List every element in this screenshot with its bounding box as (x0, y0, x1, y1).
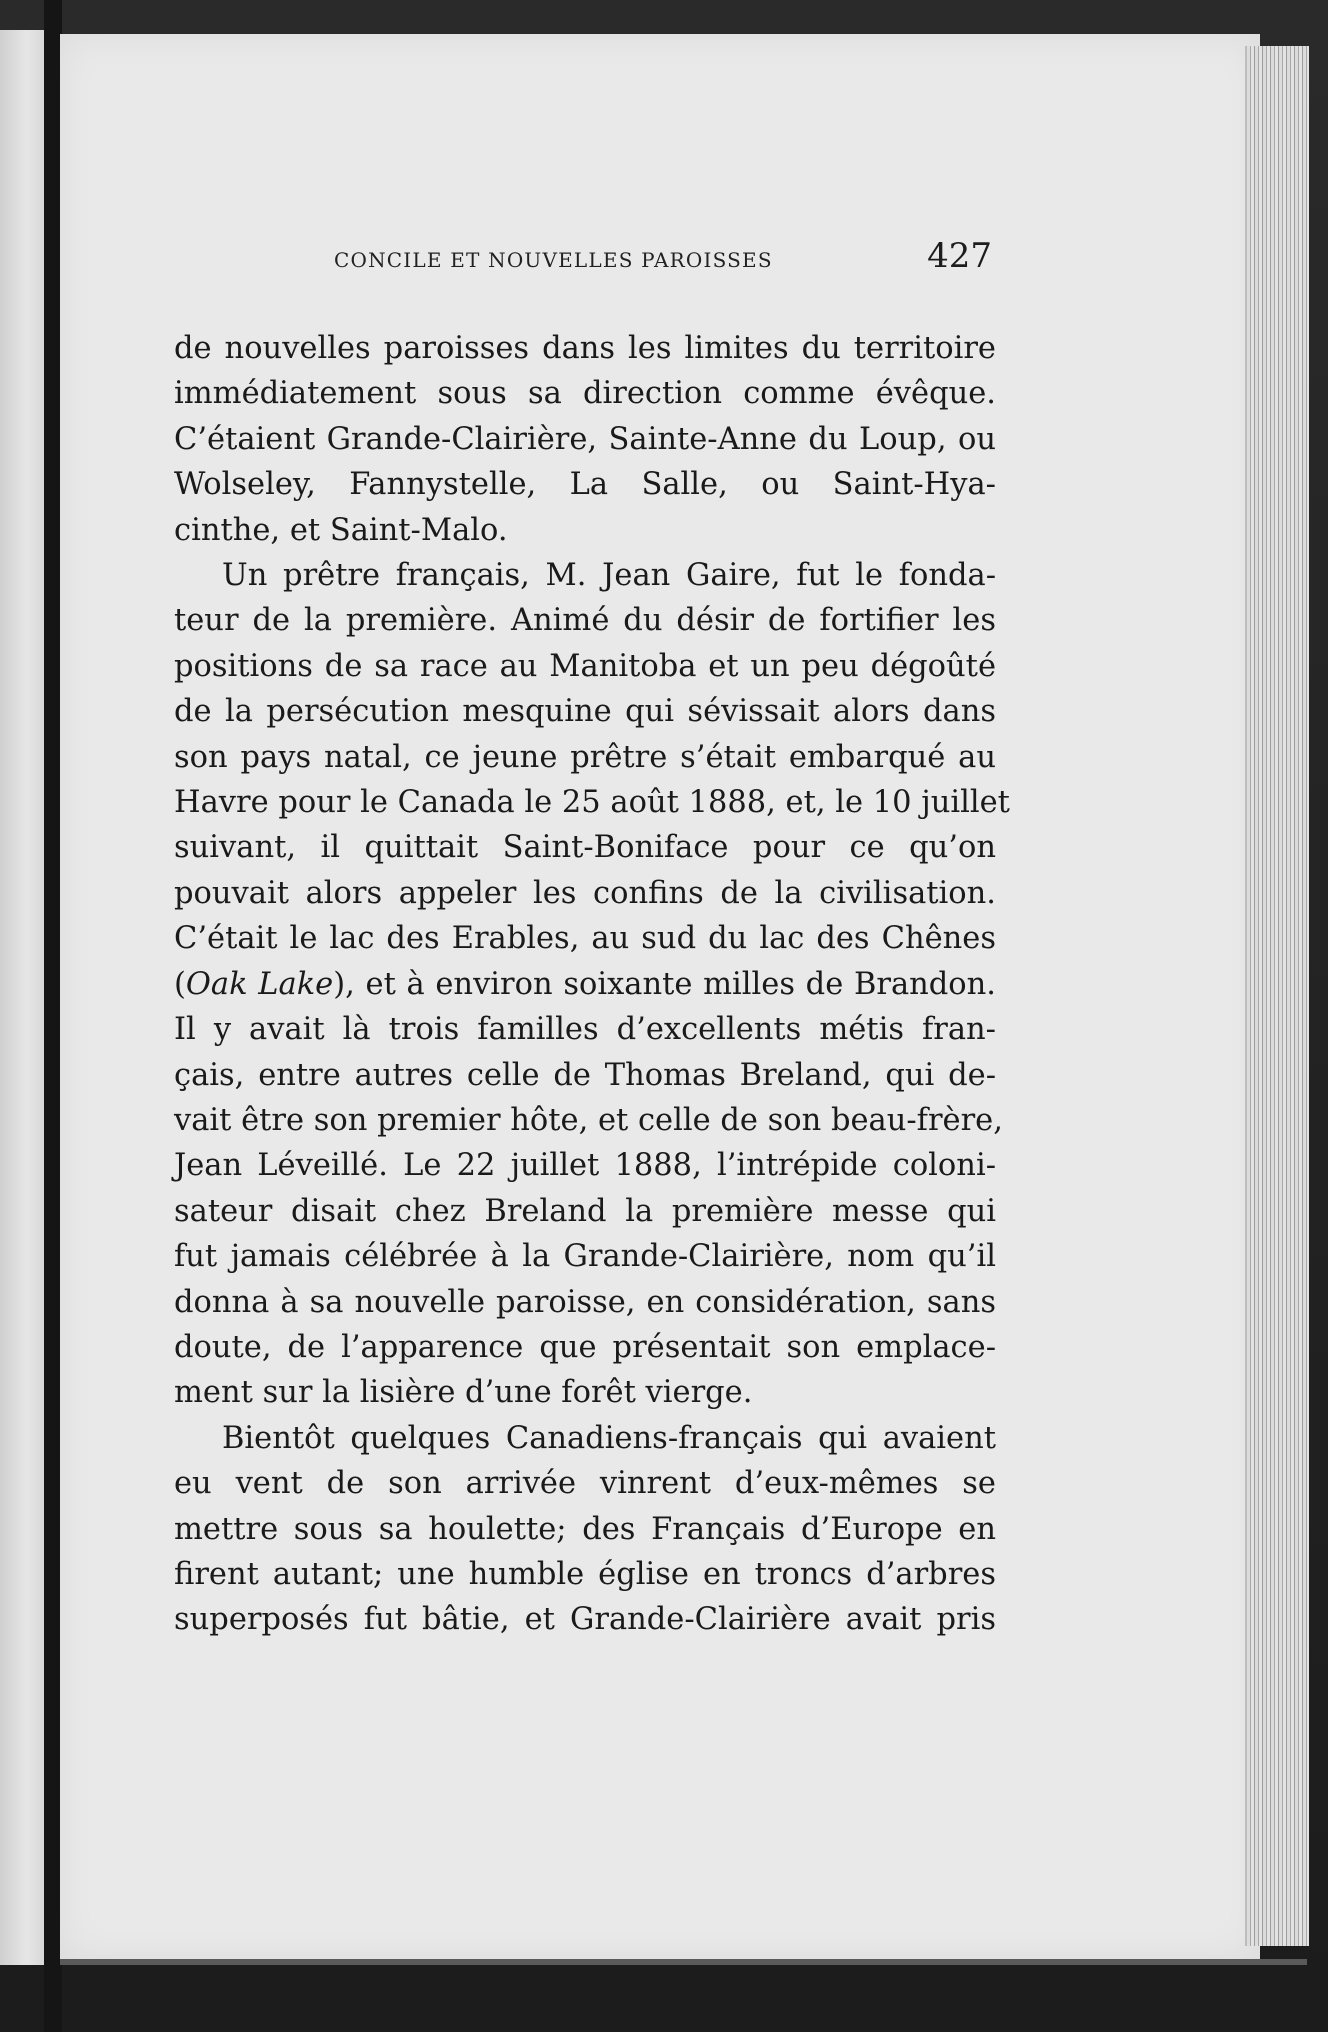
text-line: Bientôt quelques Canadiens-français qui avaient (222, 1420, 996, 1456)
text-line: de nouvelles paroisses dans les limites du territoire (174, 331, 996, 366)
paren-open: ( (174, 966, 186, 1002)
text-line: vait être son premier hôte, et celle de son beau-frère, (174, 1102, 1003, 1138)
text-line: de la persécution mesquine qui sévissait alors dans (174, 694, 996, 730)
running-header (170, 236, 992, 280)
text-line: positions de sa race au Manitoba et un peu dégoûté (174, 648, 996, 684)
text-line: sateur disait chez Breland la première messe qui (174, 1193, 996, 1229)
text-line: Havre pour le Canada le 25 août 1888, et, le 10 juillet (174, 785, 1010, 821)
text-line: C’était le lac des Erables, au sud du lac des Chênes (174, 921, 996, 957)
text-line: mettre sous sa houlette; des Français d’Europe en (174, 1511, 996, 1547)
running-title: CONCILE ET NOUVELLES PAROISSES (334, 248, 773, 272)
text-line: Un prêtre français, M. Jean Gaire, fut le fonda- (222, 558, 996, 594)
text-line: cinthe, et Saint-Malo. (174, 512, 508, 548)
body-text (174, 326, 1010, 1643)
text-line: suivant, il quittait Saint-Boniface pour ce qu’on (174, 830, 996, 866)
paragraph-2 (174, 553, 1010, 1416)
text-line: ment sur la lisière d’une forêt vierge. (174, 1375, 753, 1411)
text-line: firent autant; une humble église en troncs d’arbres (174, 1556, 996, 1592)
text-line: Wolseley, Fannystelle, La Salle, ou Saint-Hya- (174, 467, 996, 503)
paragraph-3 (174, 1416, 996, 1643)
text-line-italic-ref (174, 962, 996, 1007)
facing-page-edge (0, 30, 44, 1965)
text-line: eu vent de son arrivée vinrent d’eux-mêmes se (174, 1466, 996, 1502)
text-line: son pays natal, ce jeune prêtre s’était embarqué au (174, 739, 996, 775)
text-line: teur de la première. Animé du désir de fortifier les (174, 603, 996, 639)
italic-place-name: Oak Lake (185, 966, 334, 1002)
text-line: Il y avait là trois familles d’excellents métis fran- (174, 1012, 996, 1048)
text-line: fut jamais célébrée à la Grande-Clairière, nom qu’il (174, 1239, 996, 1275)
text-line: superposés fut bâtie, et Grande-Clairière avait pris (174, 1602, 996, 1638)
text-line: immédiatement sous sa direction comme évêque. (174, 376, 996, 412)
text-line: Jean Léveillé. Le 22 juillet 1888, l’intrépide coloni- (174, 1148, 996, 1184)
stacked-page-edges (1245, 46, 1309, 1946)
paragraph-1 (174, 326, 996, 553)
text-line: doute, de l’apparence que présentait son emplace- (174, 1329, 996, 1365)
text-line: çais, entre autres celle de Thomas Breland, qui de- (174, 1057, 996, 1093)
text-line: donna à sa nouvelle paroisse, en considération, sans (174, 1284, 996, 1320)
page-bottom-shadow (60, 1959, 1307, 1965)
text-after-italic: ), et à environ soixante milles de Brandon. (333, 966, 996, 1002)
text-line: C’étaient Grande-Clairière, Sainte-Anne du Loup, ou (174, 421, 996, 457)
page-number: 427 (927, 236, 992, 276)
text-line: pouvait alors appeler les confins de la civilisation. (174, 875, 996, 911)
